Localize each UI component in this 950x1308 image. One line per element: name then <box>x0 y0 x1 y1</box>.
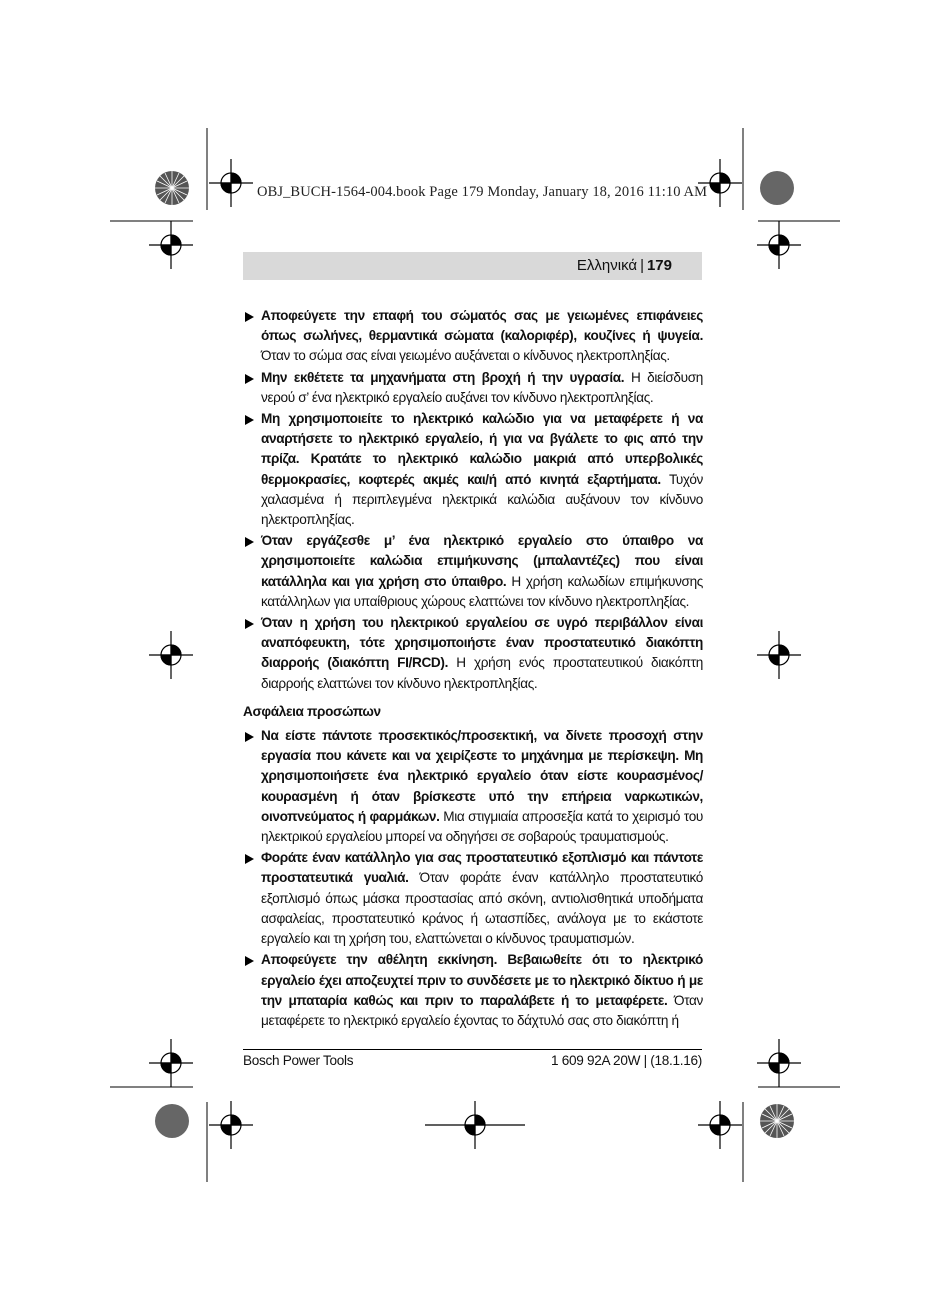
footer-brand: Bosch Power Tools <box>243 1053 354 1068</box>
list-item <box>243 409 703 530</box>
item-bold-text: Όταν η χρήση του ηλεκτρικού εργαλείου σε υγρό περιβάλλον είναι αναπόφευκτη, τότε χρησιμοποιήστε έναν προστατευτικό διακόπτη διαρροής (διακόπτη FI/RCD). <box>261 615 703 671</box>
main-content <box>243 306 703 1032</box>
item-bold-text: Φοράτε έναν κατάλληλο για σας προστατευτικό εξοπλισμό και πάντοτε προστατευτικά γυαλιά. <box>261 850 703 886</box>
header-separator: | <box>640 257 644 274</box>
item-text: Μια στιγμιαία απροσεξία κατά το χειρισμό του ηλεκτρικού εργαλείου μπορεί να οδηγήσει σε σοβαρούς τραυματισμούς. <box>261 808 703 845</box>
list-item <box>243 950 703 1031</box>
item-text: Όταν φοράτε έναν κατάλληλο προστατευτικό εξοπλισμό όπως μάσκα προστασίας από σκόνη, αντιολισθητικά υποδήματα ασφαλείας, προστατευτικό κράνος ή ωτασπίδες, ανάλογα με το εκάστοτε εργαλείο και τη χρήση του, ελαττώνεται ο κίνδυνος τραυματισμών. <box>261 870 704 947</box>
list-item <box>243 368 703 408</box>
item-text: Όταν το σώμα σας είναι γειωμένο αυξάνεται ο κίνδυνος ηλεκτροπληξίας. <box>261 348 670 364</box>
page-header <box>243 252 702 280</box>
list-item <box>243 306 703 367</box>
item-bold-text: Μη χρησιμοποιείτε το ηλεκτρικό καλώδιο για να μεταφέρετε ή να αναρτήσετε το ηλεκτρικό εργαλείο, ή για να βγάλετε το φις από την πρίζα. Κρατάτε το ηλεκτρικό καλώδιο μακριά από υπερβολικές θερμοκρασίες, κοφτερές ακμές και/ή από κινητά εξαρτήματα. <box>261 411 703 487</box>
list-item <box>243 531 703 612</box>
item-text: Τυχόν χαλασμένα ή περιπλεγμένα ηλεκτρικά καλώδια αυξάνουν τον κίνδυνο ηλεκτροπληξίας. <box>261 471 703 528</box>
item-text: Η χρήση ενός προστατευτικού διακόπτη διαρροής ελαττώνει τον κίνδυνο ηλεκτροπληξίας. <box>261 655 703 691</box>
item-bold-text: Αποφεύγετε την αθέλητη εκκίνηση. Βεβαιωθείτε ότι το ηλεκτρικό εργαλείο έχει αποζευχτεί πριν το συνδέσετε με το ηλεκτρικό δίκτυο ή με την μπαταρία καθώς και πριν το παραλάβετε ή το μεταφέρετε. <box>261 952 703 1008</box>
item-bold-text: Μην εκθέτετε τα μηχανήματα στη βροχή ή την υγρασία. <box>261 369 625 385</box>
page-number: 179 <box>646 257 672 274</box>
footer-rule <box>243 1049 702 1050</box>
item-bold-text: Να είστε πάντοτε προσεκτικός/προσεκτική, να δίνετε προσοχή στην εργασία που κάνετε και να χειρίζεστε το μηχάνημα με περίσκεψη. Μη χρησιμοποιήσετε ένα ηλεκτρικό εργαλείο όταν είστε κουρασμένος/κουρασμένη ή όταν βρίσκεστε υπό την επήρεια ναρκωτικών, οινοπνεύματος ή φαρμάκων. <box>261 728 703 824</box>
list-item <box>243 726 703 847</box>
item-bold-text: Όταν εργάζεσθε μ’ ένα ηλεκτρικό εργαλείο στο ύπαιθρο να χρησιμοποιείτε καλώδια επιμήκυνσης (μπαλαντέζες) που είναι κατάλληλα και για χρήση στο ύπαιθρο. <box>261 533 703 589</box>
list-item <box>243 613 703 694</box>
list-item <box>243 848 703 949</box>
header-text <box>577 257 672 274</box>
print-slug: OBJ_BUCH-1564-004.book Page 179 Monday, January 18, 2016 11:10 AM <box>257 184 708 200</box>
item-text: Όταν μεταφέρετε το ηλεκτρικό εργαλείο έχοντας το δάχτυλό σας στο διακόπτη ή <box>261 992 704 1028</box>
footer-doc-code: 1 609 92A 20W | (18.1.16) <box>551 1053 702 1068</box>
item-bold-text: Αποφεύγετε την επαφή του σώματός σας με γειωμένες επιφάνειες όπως σωλήνες, θερμαντικά σώματα (καλοριφέρ), κουζίνες ή ψυγεία. <box>261 308 703 344</box>
header-language: Ελληνικά <box>576 257 638 274</box>
item-text: Η διείσδυση νερού σ’ ένα ηλεκτρικό εργαλείο αυξάνει τον κίνδυνο ηλεκτροπληξίας. <box>261 369 703 405</box>
section-title: Ασφάλεια προσώπων <box>243 703 381 719</box>
item-text: Η χρήση καλωδίων επιμήκυνσης κατάλληλων για υπαίθριους χώρους ελαττώνει τον κίνδυνο ηλεκτροπληξίας. <box>261 573 703 609</box>
